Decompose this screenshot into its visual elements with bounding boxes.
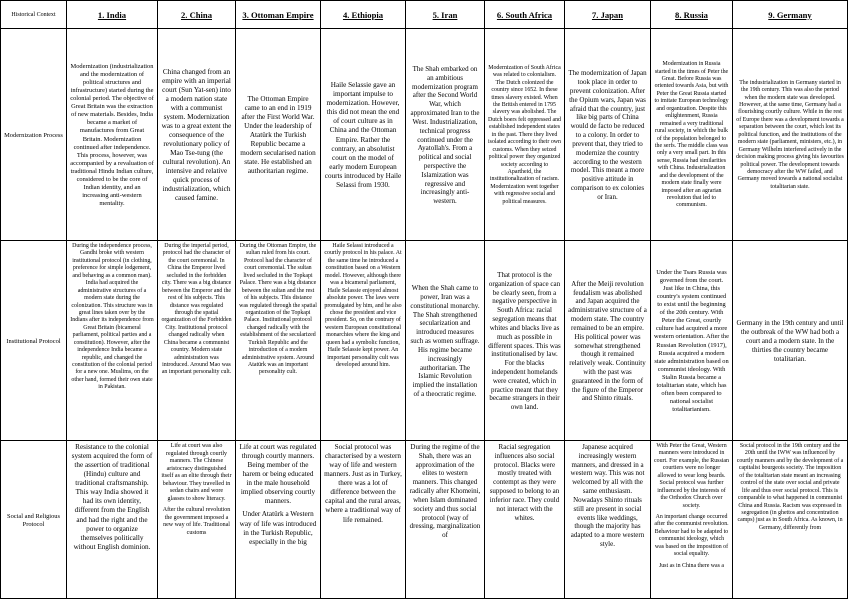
row-header: Social and Religious Protocol — [7, 512, 60, 528]
cell-paragraph: During the independence process, Gandhi broke with western institutional protocol (in clothing, preference for simple lodgement, and behaving as a common man). India had acquired the administrative structures of a modern state during the colonization. This structure was in great lines taken over by the Indians after its independence from Great Britain (bicameral parliament, political parties and a constitution). However, after the independence India became a republic, and changed the constitution of the colonial period for a new one. Muslims, on the other hand, formed their own state in Pakistan. — [70, 243, 154, 391]
cell-paragraph: Japanese acquired increasingly western manners, and dressed in a western way. This was not welcomed by all with the same enthusiasm. Nowadays Shinto rituals still are present in social events like weddings, though the majority has adapted to a more western style. — [570, 443, 645, 548]
cell-paragraph: When the Shah came to power, Iran was a constitutional monarchy. The Shah strengthened secularization and introduced measures such as women suffrage. His regime became increasingly authoritarian. The Islamic Revolution implied the installation of a theocratic regime. — [410, 284, 480, 398]
vertical-rule — [66, 0, 67, 599]
row-header: Modernization Process — [4, 131, 63, 139]
column-header — [485, 1, 564, 28]
table-cell — [485, 241, 564, 440]
horizontal-rule — [0, 440, 848, 441]
cell-paragraph: With Peter the Great, Western manners were introduced in court. For example, the Russian courtiers were no longer allowed to wear long beards. Social protocol was further influenced by the interests of the Orthodox Church over society. — [654, 443, 729, 509]
table-cell — [565, 441, 650, 598]
table-cell — [321, 241, 405, 440]
cell-paragraph: An important change occurred after the communist revolution. Behaviour had to be adapted to communist ideology, which was based on the imposition of social equality. — [654, 513, 729, 558]
cell-paragraph: Haile Selassi introduced a courtly protocol in his palace. At the same time he introduced a constitution based on a Western model. However, although there was a bicameral parliament, Haile Selassie enjoyed almost absolute power. The laws were promulgated by him, and he also chose the president and vice president. So, on the contrary of western European constitutional monarchies where the king and queen had a symbolic function, Haile Selassie kept power. An important personality cult was developed around him. — [324, 243, 402, 368]
column-header — [651, 1, 732, 28]
horizontal-rule — [0, 0, 848, 1]
cell-paragraph: Modernization of South Africa was related to colonialism. The Dutch colonized the country since 1652. In these times slavery existed. When the British entered in 1795 slavery was abolished. The Dutch boers felt oppressed and established independent states in the past. There they lived isolated according to their own customs. When they seized political power they organized society according to Apartheid, the institutionalization of racism. Modernization went together with regressive social and political measures. — [488, 64, 561, 205]
table-cell — [236, 29, 320, 240]
cell-paragraph: After the cultural revolution the government imposed a new way of life. Traditional customs — [162, 507, 231, 537]
column-header-label: 2. China — [180, 9, 213, 20]
table-cell — [236, 441, 320, 598]
column-header-label: 3. Ottoman Empire — [242, 9, 314, 20]
cell-paragraph: Modernization in Russia started in the times of Peter the Great. Before Russia was oriented towards Asia, but with Peter the Great Russia started to imitate European technology and organization. Despite this enlightenment, Russia remained a very traditional rural society, in which the bulk of the population belonged to the serfs. The middle class was only a very small part. In this sense, Russia had similarities with China. Industrialization and the development of the modern state finally were imposed after an agrarian revolution that led to communism. — [654, 61, 729, 209]
table-cell — [321, 29, 405, 240]
vertical-rule — [320, 0, 321, 599]
cell-paragraph: The modernization of Japan took place in order to prevent colonization. After the Opium wars, Japan was afraid that the country, just like big parts of China would de facto be reduced to a colony. In order to prevent that, they tried to modernize the country according to the western model. This meant a more positive attitude in comparison to ex colonies or Iran. — [568, 69, 647, 201]
column-header-label: 8. Russia — [675, 9, 708, 20]
column-header — [565, 1, 650, 28]
table-cell — [158, 29, 235, 240]
table-cell — [158, 241, 235, 440]
cell-paragraph: Germany in the 19th century and until the outbreak of the WW had both a court and a modern state. In the thirties the country became totalitarian. — [736, 319, 844, 363]
cell-paragraph: Resistance to the colonial system acquired the form of the assertion of traditional (Hindu) culture and traditional craftsmanship. This way India showed it had its own identity, different from the English and had the right and the power to organize themselves politically without English dominion. — [71, 443, 153, 551]
corner-header: Historical Context — [11, 12, 56, 19]
vertical-rule — [0, 0, 1, 599]
cell-paragraph: Under the Tsars Russia was governed from the court. Just like in China, this country's system continued to exist until the beginning of the 20th century. With Peter the Great, courtly culture had acquired a more western orientation. After the Russian Revolution (1917), Russia acquired a modern state administration based on communist ideology. With Stalin Russia became a totalitarian state, which has often been compared to national socialist totalitarianism. — [654, 268, 729, 413]
table-cell — [733, 241, 847, 440]
cell-paragraph: The Shah embarked on an ambitious modernization program after the Second World War, which approximated Iran to the West. Industrialization, technical progress continued under the Ayatollah's. From a political and social perspective the Islamization was regressive and increasingly anti-western. — [410, 65, 480, 206]
cell-paragraph: After the Meiji revolution feudalism was abolished and Japan acquired the administrative structure of a modern state. The country remained to be an empire. His political power was somewhat strengthened though it remained relatively weak. Continuity with the past was guaranteed in the form of the figure of the Emperor and Shinto rituals. — [568, 279, 647, 403]
vertical-rule — [235, 0, 236, 599]
table-cell — [406, 441, 484, 598]
table-cell — [67, 241, 157, 440]
vertical-rule — [405, 0, 406, 599]
cell-paragraph: Just as in China there was a — [658, 562, 725, 569]
vertical-rule — [564, 0, 565, 599]
column-header — [321, 1, 405, 28]
cell-paragraph: China changed from an empire with an imperial court (Sun Yat-sen) into a modern nation state with a communist system. Modernization was to a great extent the consequence of the revolutionary policy of Mao Tse-tung (the cultural revolution). An intensive and relative quick process of industrialization, which caused famine. — [161, 67, 232, 203]
cell-paragraph: During the regime of the Shah, there was an approximation of the elites to western manners. This changed radically after Khomeini, when Islam dominated society and thus social protocol (way of dressing, marginalization of — [409, 443, 481, 540]
cell-paragraph: The industrialization in Germany started in the 19th century. This was also the period when the modern state was developed. However, at the same time, Germany had a flourishing courtly culture. While in the rest of Europe there was a development towards a separation between the court, which lost its political function, and the institutions of the modern state (parliament, ministers, etc.), in Germany Wilhelm interfered actively in the decision making process giving his favourites political power. The development towards democracy after the WW failed, and Germany moved towards a national socialist totalitarian state. — [736, 79, 844, 190]
cell-paragraph: The Ottoman Empire came to an end in 1919 after the First World War. Under the leadership of Atatürk the Turkish Republic became a modern secularised nation state. He established an authoritarian regime. — [240, 94, 316, 176]
table-cell — [651, 441, 732, 598]
vertical-rule — [157, 0, 158, 599]
column-header-label: 7. Japan — [591, 9, 624, 20]
table-cell — [565, 29, 650, 240]
cell-paragraph: That protocol is the organization of space can be clearly seen, from a negative perspective in South Africa: racial segregation means that whites and blacks live as much as possible in different spaces. This was institutionalised by law. For the blacks independent homelands were created, which in practice meant that they became strangers in their own land. — [488, 271, 561, 412]
cell-paragraph: During the imperial period, protocol had the character of the court ceremonial. In China the Emperor lived secluded in the forbidden city. There was a big distance between the Emperor and the rest of his subjects. This distance was regulated through the spatial organization of the Forbidden City. Institutional protocol changed radically when China became a communist country. Modern state administration was introduced. Around Mao was an important personality cult. — [161, 243, 232, 376]
cell-paragraph: Haile Selassie gave an important impulse to modernization. However, this did not mean the end of court culture as in China and the Ottoman Empire. Rather the contrary, an absolutist court on the model of early modern European courts introduced by Haile Selassi from 1930. — [324, 81, 402, 189]
vertical-rule — [650, 0, 651, 599]
column-header-label: 6. South Africa — [496, 9, 553, 20]
column-header-label: 4. Ethiopia — [342, 9, 384, 20]
cell-paragraph: Under Atatürk a Western way of life was introduced in the Turkish Republic, especially in the big — [239, 510, 317, 546]
table-cell — [733, 441, 847, 598]
column-header — [67, 1, 157, 28]
cell-paragraph: Social protocol in the 19th century and the 20th until the IWW was influenced by courtly manners and by the development of a capitalist bourgeois society. The imposition of the totalitarian state meant an increasing control of the state over social and private life and thus over social protocol. This is comparable to what happened in communist China and Russia. Racism was expressed in segregation (in ghettos and concentration camps) just as in South Africa. As known, in Germany, differently from — [736, 443, 844, 531]
cell-paragraph: Life at court was regulated through courtly manners. Being member of the harem or being educated in the male household implied observing courtly manners. — [239, 443, 317, 506]
table-cell — [67, 29, 157, 240]
table-cell — [565, 241, 650, 440]
column-header-label: 1. India — [97, 9, 127, 20]
cell-paragraph: Life at court was also regulated through courtly manners. The Chinese aristocracy distinguished itself as an elite through their behaviour. They travelled in sedan chairs and wore glasses to show literacy. — [161, 443, 232, 502]
table-cell — [485, 441, 564, 598]
column-header — [158, 1, 235, 28]
column-header-label: 9. Germany — [768, 9, 812, 20]
column-header-label: 5. Iran — [432, 9, 458, 20]
table-cell — [236, 241, 320, 440]
column-header — [236, 1, 320, 28]
horizontal-rule — [0, 240, 848, 241]
row-header: Institutional Protocol — [6, 337, 61, 345]
table-cell — [733, 29, 847, 240]
cell-paragraph: Modernization (industrialization and the modernization of political structures and infrastructure) started during the colonial period. The objective of Great Britain was the extraction of new materials. Besides, India became a market of manufactures from Great Britain. Modernization continued after independence. This process, however, was accompanied by a revaluation of traditional Hindu Indian culture, considered to be the core of Indian identity, and an increasing anti-western mentality. — [70, 62, 154, 207]
table-cell — [406, 29, 484, 240]
table-cell — [67, 441, 157, 598]
cell-paragraph: During the Ottoman Empire, the sultan ruled from his court. Protocol had the character of court ceremonial. The sultan lived secluded in the Topkapi Palace. There was a big distance between the sultan and the rest of his subjects. This distance was regulated through the spatial organization of the Topkapi Palace. Institutional protocol changed radically with the establishment of the secularized Turkish Republic and the introduction of a modern administrative system. Around Atatürk was an important personality cult. — [239, 243, 317, 376]
vertical-rule — [484, 0, 485, 599]
table-cell — [485, 29, 564, 240]
table-cell — [651, 29, 732, 240]
table-cell — [158, 441, 235, 598]
column-header — [733, 1, 847, 28]
cell-paragraph: Racial segregation influences also social protocol. Blacks were mostly treated with contempt as they were supposed to belong to an inferior race. They could not interact with the whites. — [489, 443, 560, 522]
column-header — [406, 1, 484, 28]
table-cell — [321, 441, 405, 598]
table-cell — [406, 241, 484, 440]
table-cell — [651, 241, 732, 440]
horizontal-rule — [0, 28, 848, 29]
cell-paragraph: Social protocol was characterised by a western way of life and western manners. Just as in Turkey, there was a lot of difference between the capital and the rural areas, where a traditional way of life remained. — [324, 443, 402, 524]
vertical-rule — [732, 0, 733, 599]
